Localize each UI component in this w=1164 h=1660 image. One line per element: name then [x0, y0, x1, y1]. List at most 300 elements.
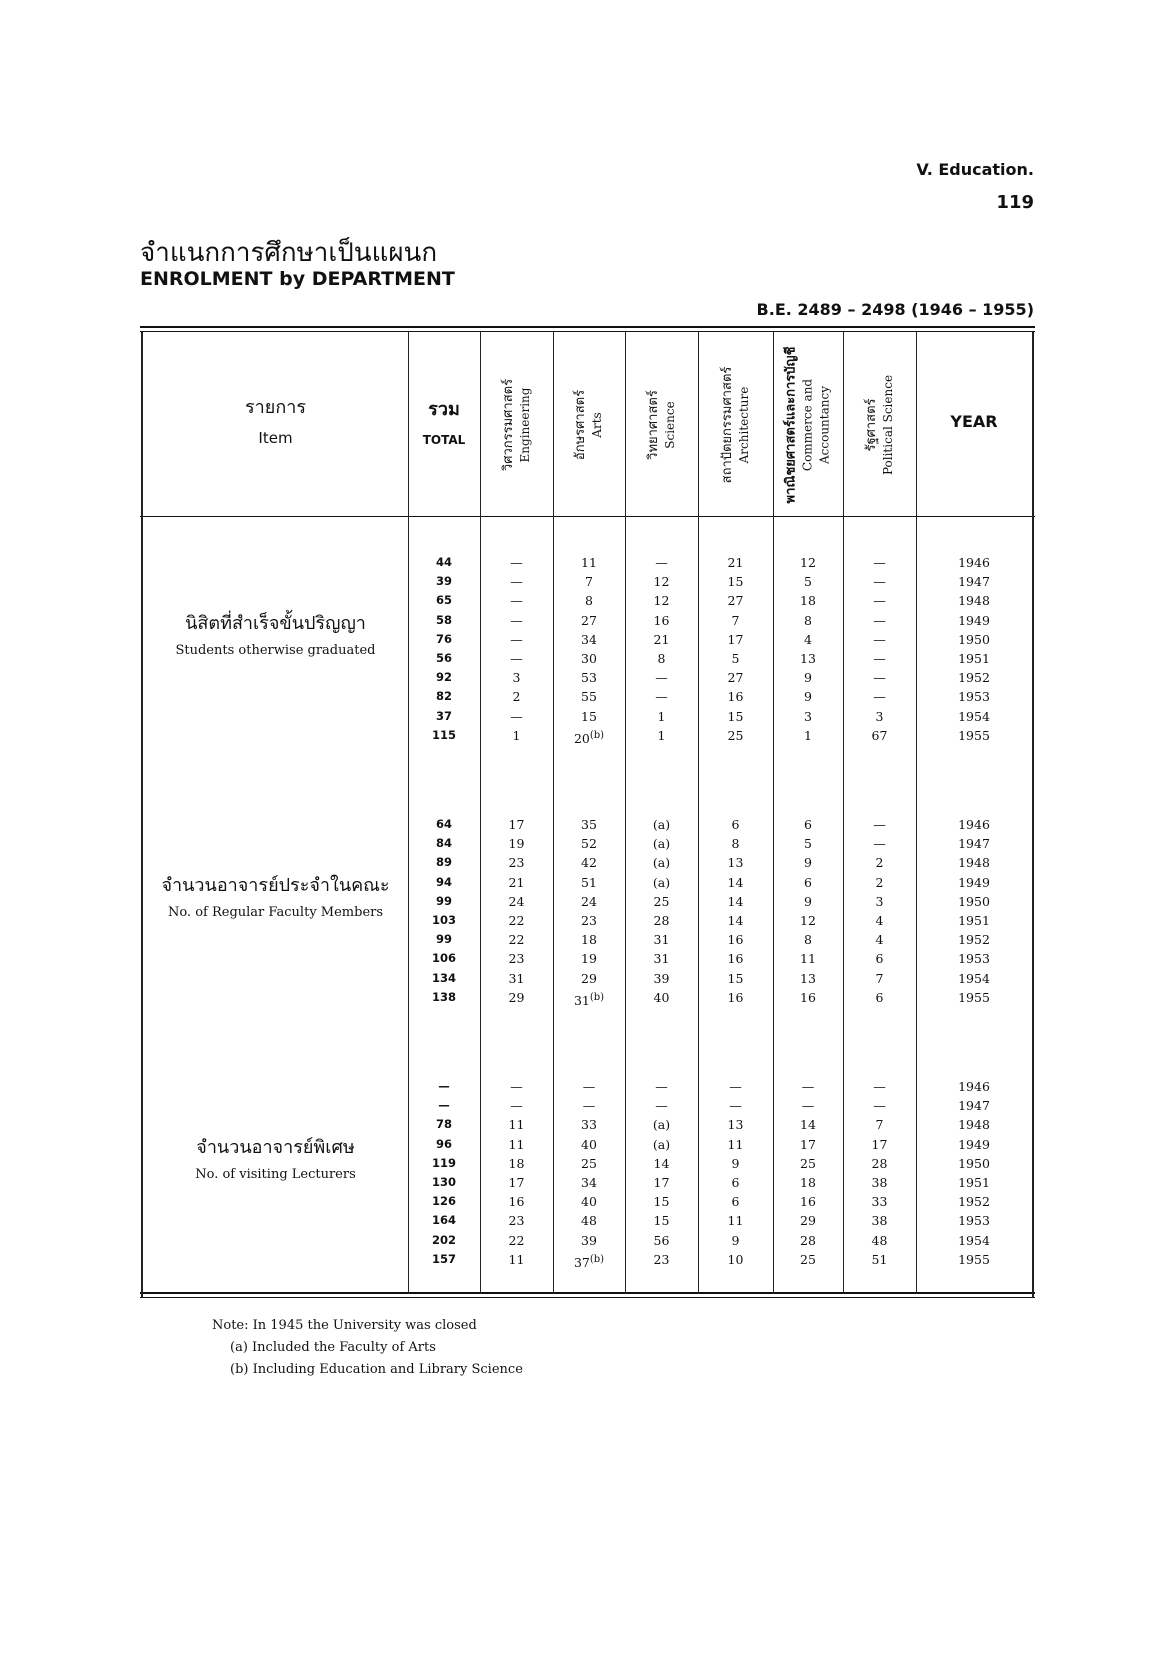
cell-value: 28	[871, 1155, 888, 1171]
cell-value: 28	[800, 1232, 816, 1248]
table-cell	[843, 726, 916, 745]
cell-value: 28	[653, 912, 670, 928]
table-cell	[553, 572, 625, 591]
table-cell	[408, 1135, 480, 1154]
cell-value: —	[729, 1098, 742, 1114]
table-cell	[625, 969, 698, 988]
table-cell	[698, 969, 773, 988]
table-cell	[698, 949, 773, 968]
table-top-rule	[140, 326, 1035, 328]
cell-value: 1952	[958, 1194, 990, 1210]
cell-value: 16	[800, 989, 816, 1005]
column-arts	[553, 1077, 625, 1269]
table-cell	[773, 834, 843, 853]
table-cell	[773, 1250, 843, 1269]
table-cell	[553, 630, 625, 649]
cell-value: 3	[875, 708, 884, 724]
cell-value: 23	[508, 1213, 525, 1229]
table-cell	[916, 707, 1032, 726]
cell-value: 126	[431, 1194, 456, 1209]
table-cell	[843, 1096, 916, 1115]
cell-value: 119	[431, 1155, 456, 1170]
table-cell	[916, 1115, 1032, 1134]
cell-value: —	[873, 670, 886, 686]
cell-value: 16	[653, 612, 670, 628]
cell-value: 1954	[958, 970, 990, 986]
cell-value: 1948	[958, 1117, 990, 1133]
table-cell	[916, 611, 1032, 630]
footnote-b-marker: (b)	[589, 729, 605, 741]
cell-value: 2	[875, 855, 884, 871]
cell-value: 99	[435, 932, 452, 947]
column-year	[916, 815, 1032, 1007]
table-cell	[408, 892, 480, 911]
table-cell	[698, 1154, 773, 1173]
column-pol	[843, 815, 916, 1007]
table-cell	[625, 668, 698, 687]
note-2: (a) Included the Faculty of Arts	[230, 1340, 436, 1355]
arts-english: Arts	[590, 412, 604, 438]
table-cell	[408, 834, 480, 853]
cell-value: 23	[508, 951, 525, 967]
table-cell	[773, 1135, 843, 1154]
cell-value: 65	[435, 593, 452, 608]
table-cell	[408, 949, 480, 968]
cell-value: 1	[657, 727, 666, 743]
header-arts	[553, 336, 625, 514]
table-cell	[408, 1096, 480, 1115]
table-cell	[480, 707, 553, 726]
table-cell	[843, 930, 916, 949]
table-cell	[843, 1173, 916, 1192]
cell-value: 17	[800, 1136, 816, 1152]
cell-value: 1950	[958, 631, 990, 647]
group-label-graduated	[143, 608, 408, 658]
architecture-thai: สถาปัตยกรรมศาสตร์	[719, 366, 735, 484]
cell-value: 15	[727, 574, 744, 590]
table-cell	[553, 815, 625, 834]
cell-value: 14	[653, 1155, 670, 1171]
table-cell	[553, 873, 625, 892]
cell-value: 6	[731, 1174, 740, 1190]
table-cell	[843, 988, 916, 1007]
table-cell	[408, 969, 480, 988]
table-cell	[480, 1250, 553, 1269]
table-cell	[408, 572, 480, 591]
cell-value: 1949	[958, 612, 990, 628]
column-arts	[553, 815, 625, 1007]
cell-value: 16	[727, 689, 744, 705]
cell-value: 8	[585, 593, 593, 609]
table-cell	[773, 853, 843, 872]
cell-value: 18	[581, 932, 597, 948]
table-cell	[773, 1173, 843, 1192]
table-cell	[843, 949, 916, 968]
table-cell	[843, 1077, 916, 1096]
cell-value: (a)	[652, 874, 671, 890]
cell-value: 16	[508, 1194, 525, 1210]
column-year	[916, 1077, 1032, 1269]
cell-value: —	[655, 1098, 668, 1114]
cell-value: 20	[573, 730, 590, 746]
table-cell	[916, 1096, 1032, 1115]
cell-value: 1947	[958, 836, 990, 852]
table-cell	[408, 1154, 480, 1173]
table-cell	[625, 687, 698, 706]
cell-value: 9	[731, 1155, 740, 1171]
table-cell	[773, 630, 843, 649]
table-cell	[480, 1173, 553, 1192]
cell-value: 1946	[958, 555, 990, 570]
table-cell	[480, 1211, 553, 1230]
cell-value: 1	[512, 727, 521, 743]
table-cell	[553, 834, 625, 853]
cell-value: 14	[800, 1117, 816, 1133]
cell-value: —	[655, 670, 668, 686]
cell-value: 134	[431, 970, 456, 985]
table-cell	[843, 553, 916, 572]
table-cell	[625, 853, 698, 872]
cell-value: 23	[653, 1251, 670, 1267]
table-cell	[916, 930, 1032, 949]
table-cell	[843, 649, 916, 668]
table-cell	[843, 611, 916, 630]
science-thai: วิทยาศาสตร์	[645, 390, 661, 460]
table-cell	[698, 1192, 773, 1211]
table-cell	[480, 687, 553, 706]
header-total-english: TOTAL	[422, 433, 466, 447]
table-cell	[843, 834, 916, 853]
table-cell	[553, 1250, 625, 1269]
cell-value: 7	[731, 612, 740, 628]
cell-value: 22	[508, 912, 525, 928]
cell-value: 14	[727, 874, 744, 890]
cell-value: 2	[875, 874, 884, 890]
cell-value: 4	[875, 932, 884, 948]
table-cell	[408, 1173, 480, 1192]
cell-value: 25	[653, 893, 670, 909]
table-cell	[625, 591, 698, 610]
cell-value: 1955	[958, 1251, 990, 1267]
header-political-science	[843, 336, 916, 514]
cell-value: —	[873, 689, 886, 705]
table-cell	[553, 1135, 625, 1154]
table-cell	[916, 1154, 1032, 1173]
column-arch	[698, 1077, 773, 1269]
cell-value: 14	[727, 893, 744, 909]
table-cell	[625, 1231, 698, 1250]
table-cell	[916, 687, 1032, 706]
table-cell	[698, 930, 773, 949]
group-label-english: No. of visiting Lecturers	[195, 1167, 356, 1182]
table-cell	[773, 892, 843, 911]
cell-value: 67	[871, 727, 888, 743]
cell-value: 4	[804, 631, 812, 647]
cell-value: 99	[435, 893, 452, 908]
table-cell	[698, 591, 773, 610]
table-cell	[773, 553, 843, 572]
table-cell	[625, 1154, 698, 1173]
cell-value: —	[655, 689, 668, 705]
cell-value: 76	[435, 631, 452, 646]
table-cell	[843, 591, 916, 610]
table-cell	[698, 892, 773, 911]
group-label-visiting-lecturers	[143, 1132, 408, 1182]
column-total	[408, 1077, 480, 1269]
cell-value: —	[438, 1079, 450, 1093]
cell-value: 84	[435, 836, 452, 851]
cell-value: 9	[804, 689, 812, 705]
cell-value: 1954	[958, 1232, 990, 1248]
table-cell	[408, 1250, 480, 1269]
cell-value: 48	[871, 1232, 888, 1248]
cell-value: —	[801, 1098, 815, 1114]
cell-value: 35	[581, 817, 597, 832]
table-cell	[916, 591, 1032, 610]
header-item-english: Item	[258, 429, 293, 447]
cell-value: 16	[727, 932, 744, 948]
cell-value: 1947	[958, 1098, 990, 1114]
cell-value: 17	[508, 817, 525, 832]
cell-value: 11	[727, 1136, 744, 1152]
table-cell	[916, 1173, 1032, 1192]
table-cell	[916, 1250, 1032, 1269]
cell-value: 1954	[958, 708, 990, 724]
table-cell	[480, 988, 553, 1007]
table-cell	[843, 969, 916, 988]
table-cell	[553, 969, 625, 988]
table-cell	[843, 687, 916, 706]
cell-value: 29	[581, 970, 597, 986]
table-cell	[843, 1250, 916, 1269]
table-cell	[843, 815, 916, 834]
table-cell	[625, 949, 698, 968]
cell-value: 9	[804, 670, 812, 686]
table-cell	[773, 930, 843, 949]
cell-value: 23	[581, 912, 597, 928]
cell-value: 5	[731, 650, 740, 666]
table-cell	[625, 611, 698, 630]
cell-value: —	[582, 1098, 596, 1114]
cell-value: 9	[804, 893, 812, 909]
table-cell	[553, 1096, 625, 1115]
table-cell	[480, 649, 553, 668]
cell-value: 1953	[958, 951, 990, 967]
cell-value: 53	[581, 670, 597, 686]
table-cell	[553, 1231, 625, 1250]
header-architecture	[698, 336, 773, 514]
cell-value: 11	[508, 1251, 525, 1267]
table-cell	[480, 668, 553, 687]
table-cell	[480, 630, 553, 649]
cell-value: (a)	[652, 817, 671, 832]
cell-value: 202	[431, 1232, 456, 1247]
table-cell	[553, 1115, 625, 1134]
cell-value: —	[801, 1079, 815, 1094]
table-cell	[408, 873, 480, 892]
table-cell	[625, 1211, 698, 1230]
table-cell	[480, 572, 553, 591]
cell-value: 24	[581, 893, 597, 909]
cell-value: 7	[875, 1117, 884, 1133]
table-cell	[553, 591, 625, 610]
table-cell	[480, 1154, 553, 1173]
cell-value: 56	[435, 650, 452, 665]
table-cell	[625, 892, 698, 911]
table-cell	[698, 630, 773, 649]
cell-value: 18	[508, 1155, 525, 1171]
header-engineering	[480, 336, 553, 514]
cell-value: (a)	[652, 1136, 671, 1152]
cell-value: 25	[581, 1155, 597, 1171]
cell-value: (a)	[652, 855, 671, 871]
title-english: ENROLMENT by DEPARTMENT	[140, 268, 455, 290]
table-cell	[843, 911, 916, 930]
cell-value: 38	[871, 1213, 888, 1229]
table-cell	[480, 726, 553, 745]
table-cell	[698, 687, 773, 706]
cell-value: 6	[804, 874, 812, 890]
cell-value: 78	[435, 1117, 452, 1132]
cell-value: 15	[727, 970, 744, 986]
cell-value: 17	[871, 1136, 888, 1152]
table-cell	[916, 630, 1032, 649]
cell-value: 51	[581, 874, 597, 890]
cell-value: 1947	[958, 574, 990, 590]
cell-value: 13	[800, 650, 816, 666]
cell-value: 5	[804, 836, 812, 852]
table-cell	[843, 668, 916, 687]
table-cell	[480, 911, 553, 930]
note-3: (b) Including Education and Library Science	[230, 1362, 523, 1377]
cell-value: 1	[657, 708, 666, 724]
cell-value: 11	[508, 1136, 525, 1152]
table-cell	[698, 815, 773, 834]
cell-value: —	[510, 593, 523, 609]
cell-value: 9	[731, 1232, 740, 1248]
cell-value: 21	[727, 555, 744, 570]
table-cell	[916, 1231, 1032, 1250]
cell-value: 17	[508, 1174, 525, 1190]
cell-value: —	[510, 1098, 523, 1114]
cell-value: 1952	[958, 670, 990, 686]
cell-value: 13	[727, 855, 744, 871]
cell-value: 34	[581, 631, 597, 647]
table-cell	[625, 930, 698, 949]
table-cell	[773, 726, 843, 745]
cell-value: 8	[657, 650, 666, 666]
table-cell	[553, 1192, 625, 1211]
table-cell	[553, 1173, 625, 1192]
table-cell	[408, 707, 480, 726]
table-cell	[408, 853, 480, 872]
table-cell	[698, 1115, 773, 1134]
table-cell	[773, 1231, 843, 1250]
cell-value: 27	[727, 670, 744, 686]
table-cell	[408, 668, 480, 687]
cell-value: 94	[435, 874, 452, 889]
table-cell	[408, 930, 480, 949]
cell-value: —	[510, 708, 523, 724]
cell-value: —	[873, 836, 886, 852]
cell-value: 1	[804, 727, 812, 743]
table-cell	[916, 649, 1032, 668]
political-english: Political Science	[880, 374, 895, 476]
cell-value: 23	[508, 855, 525, 871]
table-cell	[408, 911, 480, 930]
cell-value: 1952	[958, 932, 990, 948]
table-cell	[408, 1115, 480, 1134]
table-cell	[553, 949, 625, 968]
table-cell	[625, 815, 698, 834]
header-divider	[140, 516, 1035, 517]
cell-value: 1946	[958, 1079, 990, 1094]
cell-value: 15	[653, 1194, 670, 1210]
table-cell	[480, 815, 553, 834]
table-cell	[480, 553, 553, 572]
table-cell	[553, 911, 625, 930]
cell-value: 25	[800, 1155, 816, 1171]
cell-value: 1951	[958, 650, 990, 666]
cell-value: 1949	[958, 1136, 990, 1152]
cell-value: 1951	[958, 912, 990, 928]
column-sci	[625, 815, 698, 1007]
table-cell	[698, 1211, 773, 1230]
cell-value: 5	[804, 574, 812, 590]
cell-value: 11	[581, 555, 597, 570]
table-cell	[625, 1250, 698, 1269]
table-cell	[843, 572, 916, 591]
cell-value: —	[582, 1079, 596, 1094]
science-english: Science	[662, 401, 677, 449]
table-cell	[480, 873, 553, 892]
cell-value: 25	[727, 727, 744, 743]
commerce-thai: พาณิชยศาสตร์และการบัญชี	[783, 346, 799, 504]
table-cell	[916, 892, 1032, 911]
cell-value: —	[873, 817, 886, 832]
table-cell	[916, 873, 1032, 892]
cell-value: —	[873, 631, 886, 647]
period-label: B.E. 2489 – 2498 (1946 – 1955)	[756, 300, 1034, 319]
cell-value: 1953	[958, 689, 990, 705]
table-cell	[773, 707, 843, 726]
cell-value: 10	[727, 1251, 744, 1267]
footnote-b-marker: (b)	[589, 1253, 605, 1265]
table-cell	[916, 668, 1032, 687]
cell-value: 3	[875, 893, 884, 909]
table-cell	[408, 611, 480, 630]
engineering-english: Engineering	[517, 387, 532, 463]
cell-value: 16	[727, 951, 744, 967]
cell-value: 40	[653, 989, 670, 1005]
cell-value: 64	[435, 817, 452, 831]
cell-value: 31	[653, 951, 670, 967]
group-label-regular-faculty	[143, 870, 408, 920]
table-cell	[408, 726, 480, 745]
architecture-english: Architecture	[736, 386, 751, 464]
cell-value: 7	[875, 970, 884, 986]
table-cell	[916, 834, 1032, 853]
table-cell	[773, 1154, 843, 1173]
cell-value: (a)	[652, 1117, 671, 1133]
table-cell	[553, 649, 625, 668]
table-cell	[773, 1192, 843, 1211]
cell-value: 138	[431, 989, 456, 1004]
cell-value: 39	[653, 970, 670, 986]
cell-value: —	[510, 1079, 523, 1094]
table-cell	[843, 1192, 916, 1211]
table-cell	[773, 873, 843, 892]
